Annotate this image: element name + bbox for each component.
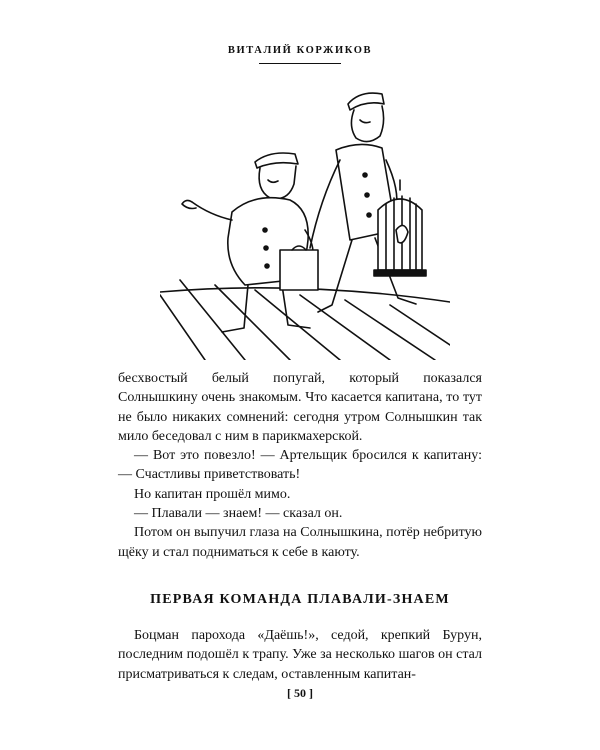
deck-plank [180, 280, 245, 360]
deck-plank [300, 295, 390, 360]
deck-plank [160, 295, 205, 360]
deck-plank [255, 290, 340, 360]
paragraph: бесхвостый белый попугай, который показался Солнышкину очень знакомым. Что касается капитана, то тут не было никаких сомнений: сегодня утром Солнышкин так мило беседовал с ним в парикмахерской. [118, 371, 482, 444]
paragraph: — Плавали — знаем! — сказал он. [134, 506, 343, 522]
deck-plank [215, 285, 290, 360]
header-rule [259, 63, 341, 64]
section-title: ПЕРВАЯ КОМАНДА ПЛАВАЛИ-ЗНАЕМ [150, 592, 450, 607]
page-number: [ 50 ] [287, 686, 313, 700]
suitcase [280, 250, 318, 290]
paragraph: Боцман парохода «Даёшь!», седой, крепкий Бурун, последним подошёл к трапу. Уже за несколько шагов он стал присматриваться к следам, оставленным капитан- [118, 628, 482, 682]
body-text-bottom [118, 626, 482, 684]
running-head: ВИТАЛИЙ КОРЖИКОВ [227, 45, 373, 56]
deck-plank [390, 305, 450, 345]
paragraph: Но капитан прошёл мимо. [134, 486, 291, 502]
short-sailor-figure [182, 153, 313, 332]
deck-plank [345, 300, 435, 360]
body-text-top [118, 369, 482, 562]
paragraph: Потом он выпучил глаза на Солнышкина, потёр небритую щёку и стал подниматься к себе в каюту. [118, 525, 482, 560]
sailors-illustration [160, 80, 450, 360]
paragraph: — Вот это повезло! — Артельщик бросился к капитану: — Счастливы приветствовать! [118, 448, 482, 483]
